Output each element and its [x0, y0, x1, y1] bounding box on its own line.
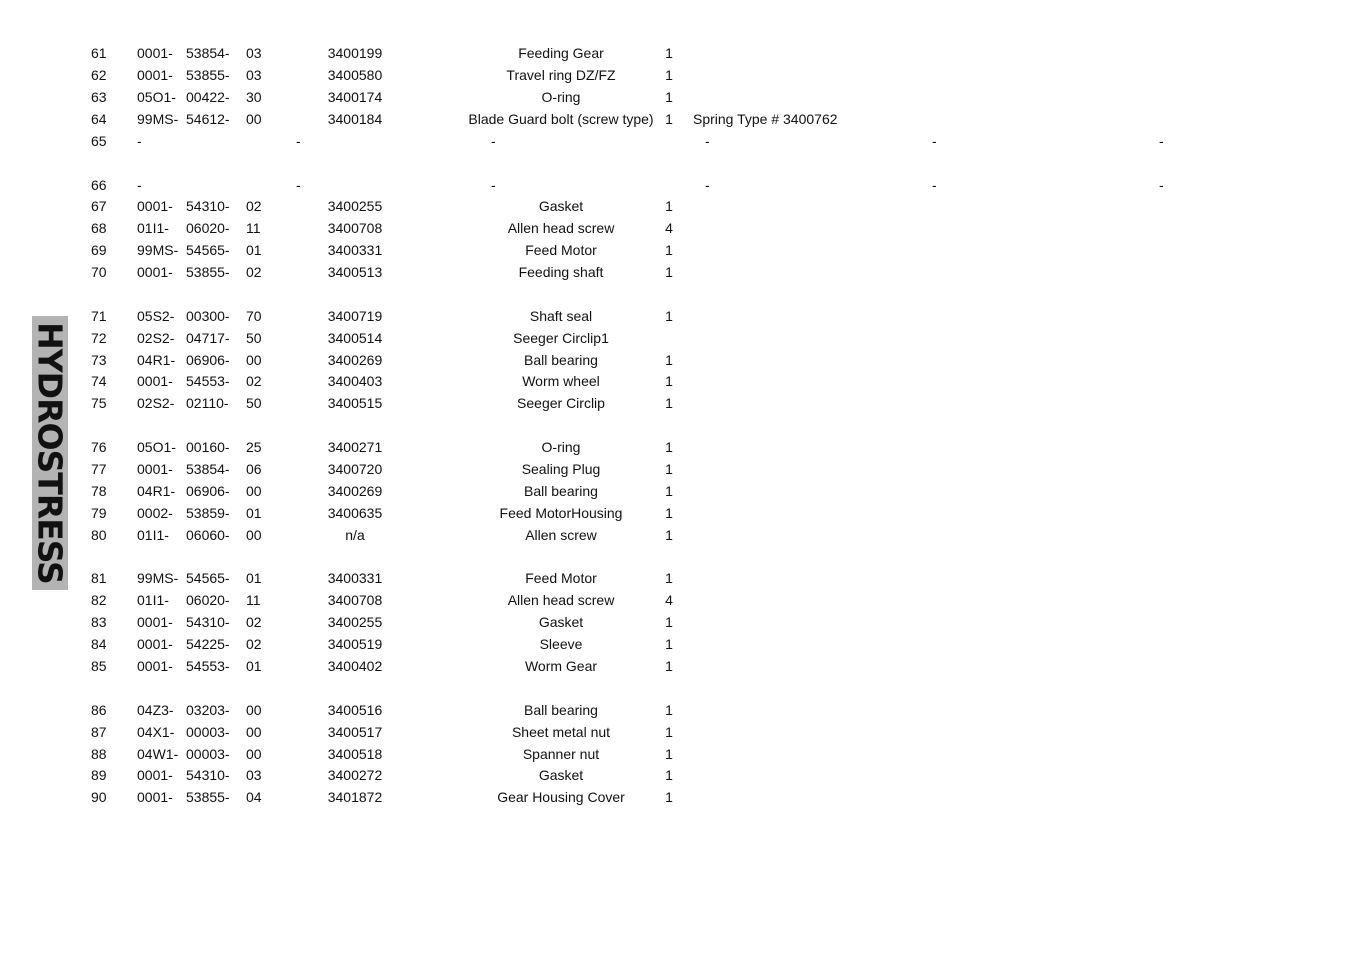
cell-no: 64 [91, 111, 107, 127]
cell-desc: Feeding shaft [518, 264, 604, 280]
cell-no: 66 [91, 177, 107, 193]
cell-c: 11 [246, 592, 261, 608]
table-row [0, 633, 1351, 655]
placeholder-dash: - [932, 133, 937, 149]
placeholder-dash: - [705, 133, 710, 149]
cell-qty: 1 [665, 67, 673, 83]
cell-a: 0001- [137, 264, 173, 280]
cell-qty: 1 [665, 767, 673, 783]
cell-qty: 1 [665, 483, 673, 499]
cell-no: 68 [91, 220, 107, 236]
placeholder-dash: - [491, 133, 496, 149]
table-row [0, 305, 1351, 327]
cell-c: 25 [246, 439, 262, 455]
table-row [0, 217, 1351, 239]
table-row [0, 721, 1351, 743]
cell-c: 50 [246, 330, 262, 346]
table-row [0, 130, 1351, 152]
cell-b: 53859- [186, 505, 230, 521]
table-row [0, 589, 1351, 611]
cell-a: 0001- [137, 198, 173, 214]
cell-qty: 1 [665, 614, 673, 630]
cell-qty: 1 [665, 636, 673, 652]
cell-desc: Ball bearing [524, 483, 598, 499]
table-row [0, 502, 1351, 524]
cell-a: 01I1- [137, 527, 169, 543]
table-row [0, 764, 1351, 786]
placeholder-dash: - [705, 177, 710, 193]
cell-c: 02 [246, 636, 262, 652]
cell-c: 01 [246, 242, 262, 258]
placeholder-dash: - [296, 177, 301, 193]
cell-desc: Spanner nut [522, 746, 600, 762]
cell-b: 53855- [186, 67, 230, 83]
table-row [0, 86, 1351, 108]
cell-qty: 1 [665, 702, 673, 718]
cell-no: 79 [91, 505, 107, 521]
cell-c: 00 [246, 724, 262, 740]
table-row [0, 699, 1351, 721]
table-row [0, 655, 1351, 677]
table-row [0, 239, 1351, 261]
cell-b: 06020- [186, 592, 230, 608]
cell-qty: 1 [665, 570, 673, 586]
placeholder-dash: - [491, 177, 496, 193]
cell-desc: Gasket [538, 198, 584, 214]
cell-part: 3400513 [327, 264, 383, 280]
cell-part: 3400580 [327, 67, 383, 83]
cell-part: 3400514 [327, 330, 383, 346]
cell-b: 06906- [186, 352, 230, 368]
cell-qty: 1 [665, 242, 673, 258]
table-row [0, 743, 1351, 765]
cell-a: 02S2- [137, 395, 175, 411]
cell-a: 0001- [137, 373, 173, 389]
cell-a: 0001- [137, 789, 173, 805]
cell-no: 83 [91, 614, 107, 630]
cell-c: 03 [246, 767, 262, 783]
cell-b: 54553- [186, 373, 230, 389]
cell-part: 3400518 [327, 746, 383, 762]
cell-c: 02 [246, 198, 262, 214]
cell-b: 54565- [186, 570, 230, 586]
cell-no: 78 [91, 483, 107, 499]
cell-qty: 1 [665, 527, 673, 543]
cell-part: 3400331 [327, 570, 383, 586]
cell-part: 3400516 [327, 702, 383, 718]
cell-c: 00 [246, 111, 262, 127]
placeholder-dash: - [1159, 177, 1164, 193]
cell-qty: 1 [665, 89, 673, 105]
cell-c: 02 [246, 264, 262, 280]
cell-desc: Ball bearing [524, 702, 598, 718]
cell-a: 05O1- [137, 89, 176, 105]
cell-qty: 1 [665, 746, 673, 762]
cell-no: 70 [91, 264, 107, 280]
cell-b: 54310- [186, 767, 230, 783]
table-row [0, 611, 1351, 633]
table-row [0, 108, 1351, 130]
cell-a: 04W1- [137, 746, 179, 762]
cell-c: 00 [246, 746, 262, 762]
cell-no: 75 [91, 395, 107, 411]
cell-desc: Worm Gear [524, 658, 598, 674]
cell-b: 02110- [186, 395, 229, 411]
cell-c: 00 [246, 352, 262, 368]
cell-no: 88 [91, 746, 107, 762]
cell-no: 63 [91, 89, 107, 105]
cell-no: 77 [91, 461, 107, 477]
cell-qty: 4 [665, 592, 673, 608]
cell-part: 3400517 [327, 724, 383, 740]
cell-c: 02 [246, 614, 262, 630]
cell-no: 87 [91, 724, 107, 740]
cell-no: 62 [91, 67, 107, 83]
cell-qty: 1 [665, 198, 673, 214]
cell-b: 54612- [186, 111, 230, 127]
cell-part: n/a [345, 527, 365, 543]
cell-a: 0001- [137, 636, 173, 652]
cell-part: 3400708 [327, 220, 383, 236]
cell-note: Spring Type # 3400762 [693, 111, 838, 127]
cell-desc: Gear Housing Cover [497, 789, 625, 805]
cell-a: 04R1- [137, 483, 176, 499]
cell-no: 90 [91, 789, 107, 805]
table-row [0, 480, 1351, 502]
cell-a: - [137, 177, 142, 193]
cell-b: 54565- [186, 242, 230, 258]
cell-no: 73 [91, 352, 107, 368]
cell-part: 3400271 [327, 439, 383, 455]
cell-c: 01 [246, 658, 262, 674]
cell-qty: 1 [665, 111, 673, 127]
cell-a: 99MS- [137, 570, 179, 586]
cell-b: 06906- [186, 483, 230, 499]
cell-desc: Allen head screw [507, 592, 615, 608]
cell-qty: 1 [665, 789, 673, 805]
cell-part: 3400519 [327, 636, 383, 652]
table-row [0, 64, 1351, 86]
cell-part: 3400708 [327, 592, 383, 608]
table-row [0, 327, 1351, 349]
cell-part: 3400720 [327, 461, 383, 477]
cell-a: 0002- [137, 505, 173, 521]
cell-c: 00 [246, 702, 262, 718]
cell-part: 3400635 [327, 505, 383, 521]
cell-desc: Gasket [538, 614, 584, 630]
cell-desc: Worm wheel [522, 373, 600, 389]
cell-b: 03203- [186, 702, 230, 718]
cell-c: 03 [246, 45, 262, 61]
cell-part: 3400331 [327, 242, 383, 258]
cell-part: 3400184 [327, 111, 383, 127]
table-row [0, 174, 1351, 196]
cell-desc: O-ring [541, 89, 581, 105]
cell-qty: 1 [665, 308, 673, 324]
cell-b: 53855- [186, 789, 230, 805]
cell-b: 00003- [186, 724, 230, 740]
cell-qty: 1 [665, 658, 673, 674]
cell-a: 01I1- [137, 592, 169, 608]
cell-desc: Allen head screw [507, 220, 615, 236]
table-row [0, 436, 1351, 458]
cell-a: 04R1- [137, 352, 176, 368]
cell-part: 3400269 [327, 352, 383, 368]
cell-desc: Ball bearing [524, 352, 598, 368]
cell-c: 70 [246, 308, 262, 324]
cell-a: 05O1- [137, 439, 176, 455]
cell-b: 06020- [186, 220, 230, 236]
cell-b: 00003- [186, 746, 230, 762]
cell-b: 00300- [186, 308, 230, 324]
cell-no: 84 [91, 636, 107, 652]
cell-a: 04X1- [137, 724, 175, 740]
cell-b: 54310- [186, 198, 230, 214]
cell-part: 3401872 [327, 789, 383, 805]
cell-qty: 1 [665, 439, 673, 455]
cell-desc: Sealing Plug [521, 461, 601, 477]
table-row [0, 195, 1351, 217]
cell-b: 53854- [186, 45, 230, 61]
cell-desc: Feed MotorHousing [499, 505, 623, 521]
cell-no: 81 [91, 570, 107, 586]
cell-a: 0001- [137, 658, 173, 674]
cell-no: 80 [91, 527, 107, 543]
cell-c: 01 [246, 505, 262, 521]
cell-b: 53855- [186, 264, 230, 280]
cell-qty: 1 [665, 373, 673, 389]
cell-part: 3400403 [327, 373, 383, 389]
cell-c: 00 [246, 527, 262, 543]
cell-part: 3400272 [327, 767, 383, 783]
cell-b: 00160- [186, 439, 230, 455]
cell-qty: 1 [665, 395, 673, 411]
cell-a: 04Z3- [137, 702, 174, 718]
placeholder-dash: - [296, 133, 301, 149]
cell-a: 0001- [137, 614, 173, 630]
cell-no: 69 [91, 242, 107, 258]
cell-part: 3400255 [327, 198, 383, 214]
cell-no: 85 [91, 658, 107, 674]
table-row [0, 524, 1351, 546]
logo-text: HYDROSTRESS [30, 322, 70, 584]
cell-no: 74 [91, 373, 107, 389]
cell-qty: 1 [665, 505, 673, 521]
cell-b: 04717- [186, 330, 230, 346]
cell-c: 50 [246, 395, 262, 411]
cell-desc: Feed Motor [525, 242, 597, 258]
cell-a: - [137, 133, 142, 149]
cell-a: 0001- [137, 45, 173, 61]
cell-desc: O-ring [541, 439, 581, 455]
cell-part: 3400515 [327, 395, 383, 411]
cell-desc: Sleeve [539, 636, 583, 652]
cell-desc: Feeding Gear [518, 45, 604, 61]
table-row [0, 42, 1351, 64]
table-row [0, 370, 1351, 392]
cell-part: 3400255 [327, 614, 383, 630]
cell-no: 86 [91, 702, 107, 718]
table-row [0, 349, 1351, 371]
cell-desc: Feed Motor [525, 570, 597, 586]
cell-part: 3400199 [327, 45, 383, 61]
cell-desc: Blade Guard bolt (screw type) [468, 111, 654, 127]
table-row [0, 567, 1351, 589]
cell-b: 54225- [186, 636, 230, 652]
cell-c: 00 [246, 483, 262, 499]
cell-desc: Seeger Circlip1 [513, 330, 609, 346]
cell-desc: Sheet metal nut [511, 724, 611, 740]
cell-qty: 1 [665, 352, 673, 368]
cell-qty: 4 [665, 220, 673, 236]
cell-no: 76 [91, 439, 107, 455]
table-row [0, 392, 1351, 414]
cell-qty: 1 [665, 264, 673, 280]
cell-b: 53854- [186, 461, 230, 477]
cell-desc: Travel ring DZ/FZ [506, 67, 616, 83]
cell-a: 0001- [137, 767, 173, 783]
cell-desc: Seeger Circlip [517, 395, 605, 411]
cell-a: 0001- [137, 461, 173, 477]
table-row [0, 786, 1351, 808]
table-row [0, 261, 1351, 283]
cell-c: 30 [246, 89, 262, 105]
cell-a: 99MS- [137, 111, 179, 127]
cell-b: 06060- [186, 527, 230, 543]
placeholder-dash: - [932, 177, 937, 193]
cell-b: 54310- [186, 614, 230, 630]
cell-a: 99MS- [137, 242, 179, 258]
cell-desc: Allen screw [525, 527, 597, 543]
cell-c: 02 [246, 373, 262, 389]
cell-no: 82 [91, 592, 107, 608]
cell-qty: 1 [665, 461, 673, 477]
cell-no: 65 [91, 133, 107, 149]
cell-part: 3400402 [327, 658, 383, 674]
cell-part: 3400719 [327, 308, 383, 324]
cell-part: 3400174 [327, 89, 383, 105]
cell-a: 02S2- [137, 330, 175, 346]
cell-no: 71 [91, 308, 107, 324]
cell-desc: Shaft seal [529, 308, 593, 324]
cell-a: 01I1- [137, 220, 169, 236]
table-row [0, 458, 1351, 480]
cell-a: 05S2- [137, 308, 175, 324]
cell-c: 06 [246, 461, 262, 477]
cell-b: 54553- [186, 658, 230, 674]
cell-no: 61 [91, 45, 107, 61]
cell-c: 11 [246, 220, 261, 236]
cell-c: 03 [246, 67, 262, 83]
placeholder-dash: - [1159, 133, 1164, 149]
cell-b: 00422- [186, 89, 230, 105]
cell-qty: 1 [665, 724, 673, 740]
cell-qty: 1 [665, 45, 673, 61]
cell-c: 04 [246, 789, 262, 805]
cell-a: 0001- [137, 67, 173, 83]
cell-part: 3400269 [327, 483, 383, 499]
cell-no: 67 [91, 198, 107, 214]
cell-c: 01 [246, 570, 262, 586]
cell-no: 89 [91, 767, 107, 783]
cell-desc: Gasket [538, 767, 584, 783]
cell-no: 72 [91, 330, 107, 346]
